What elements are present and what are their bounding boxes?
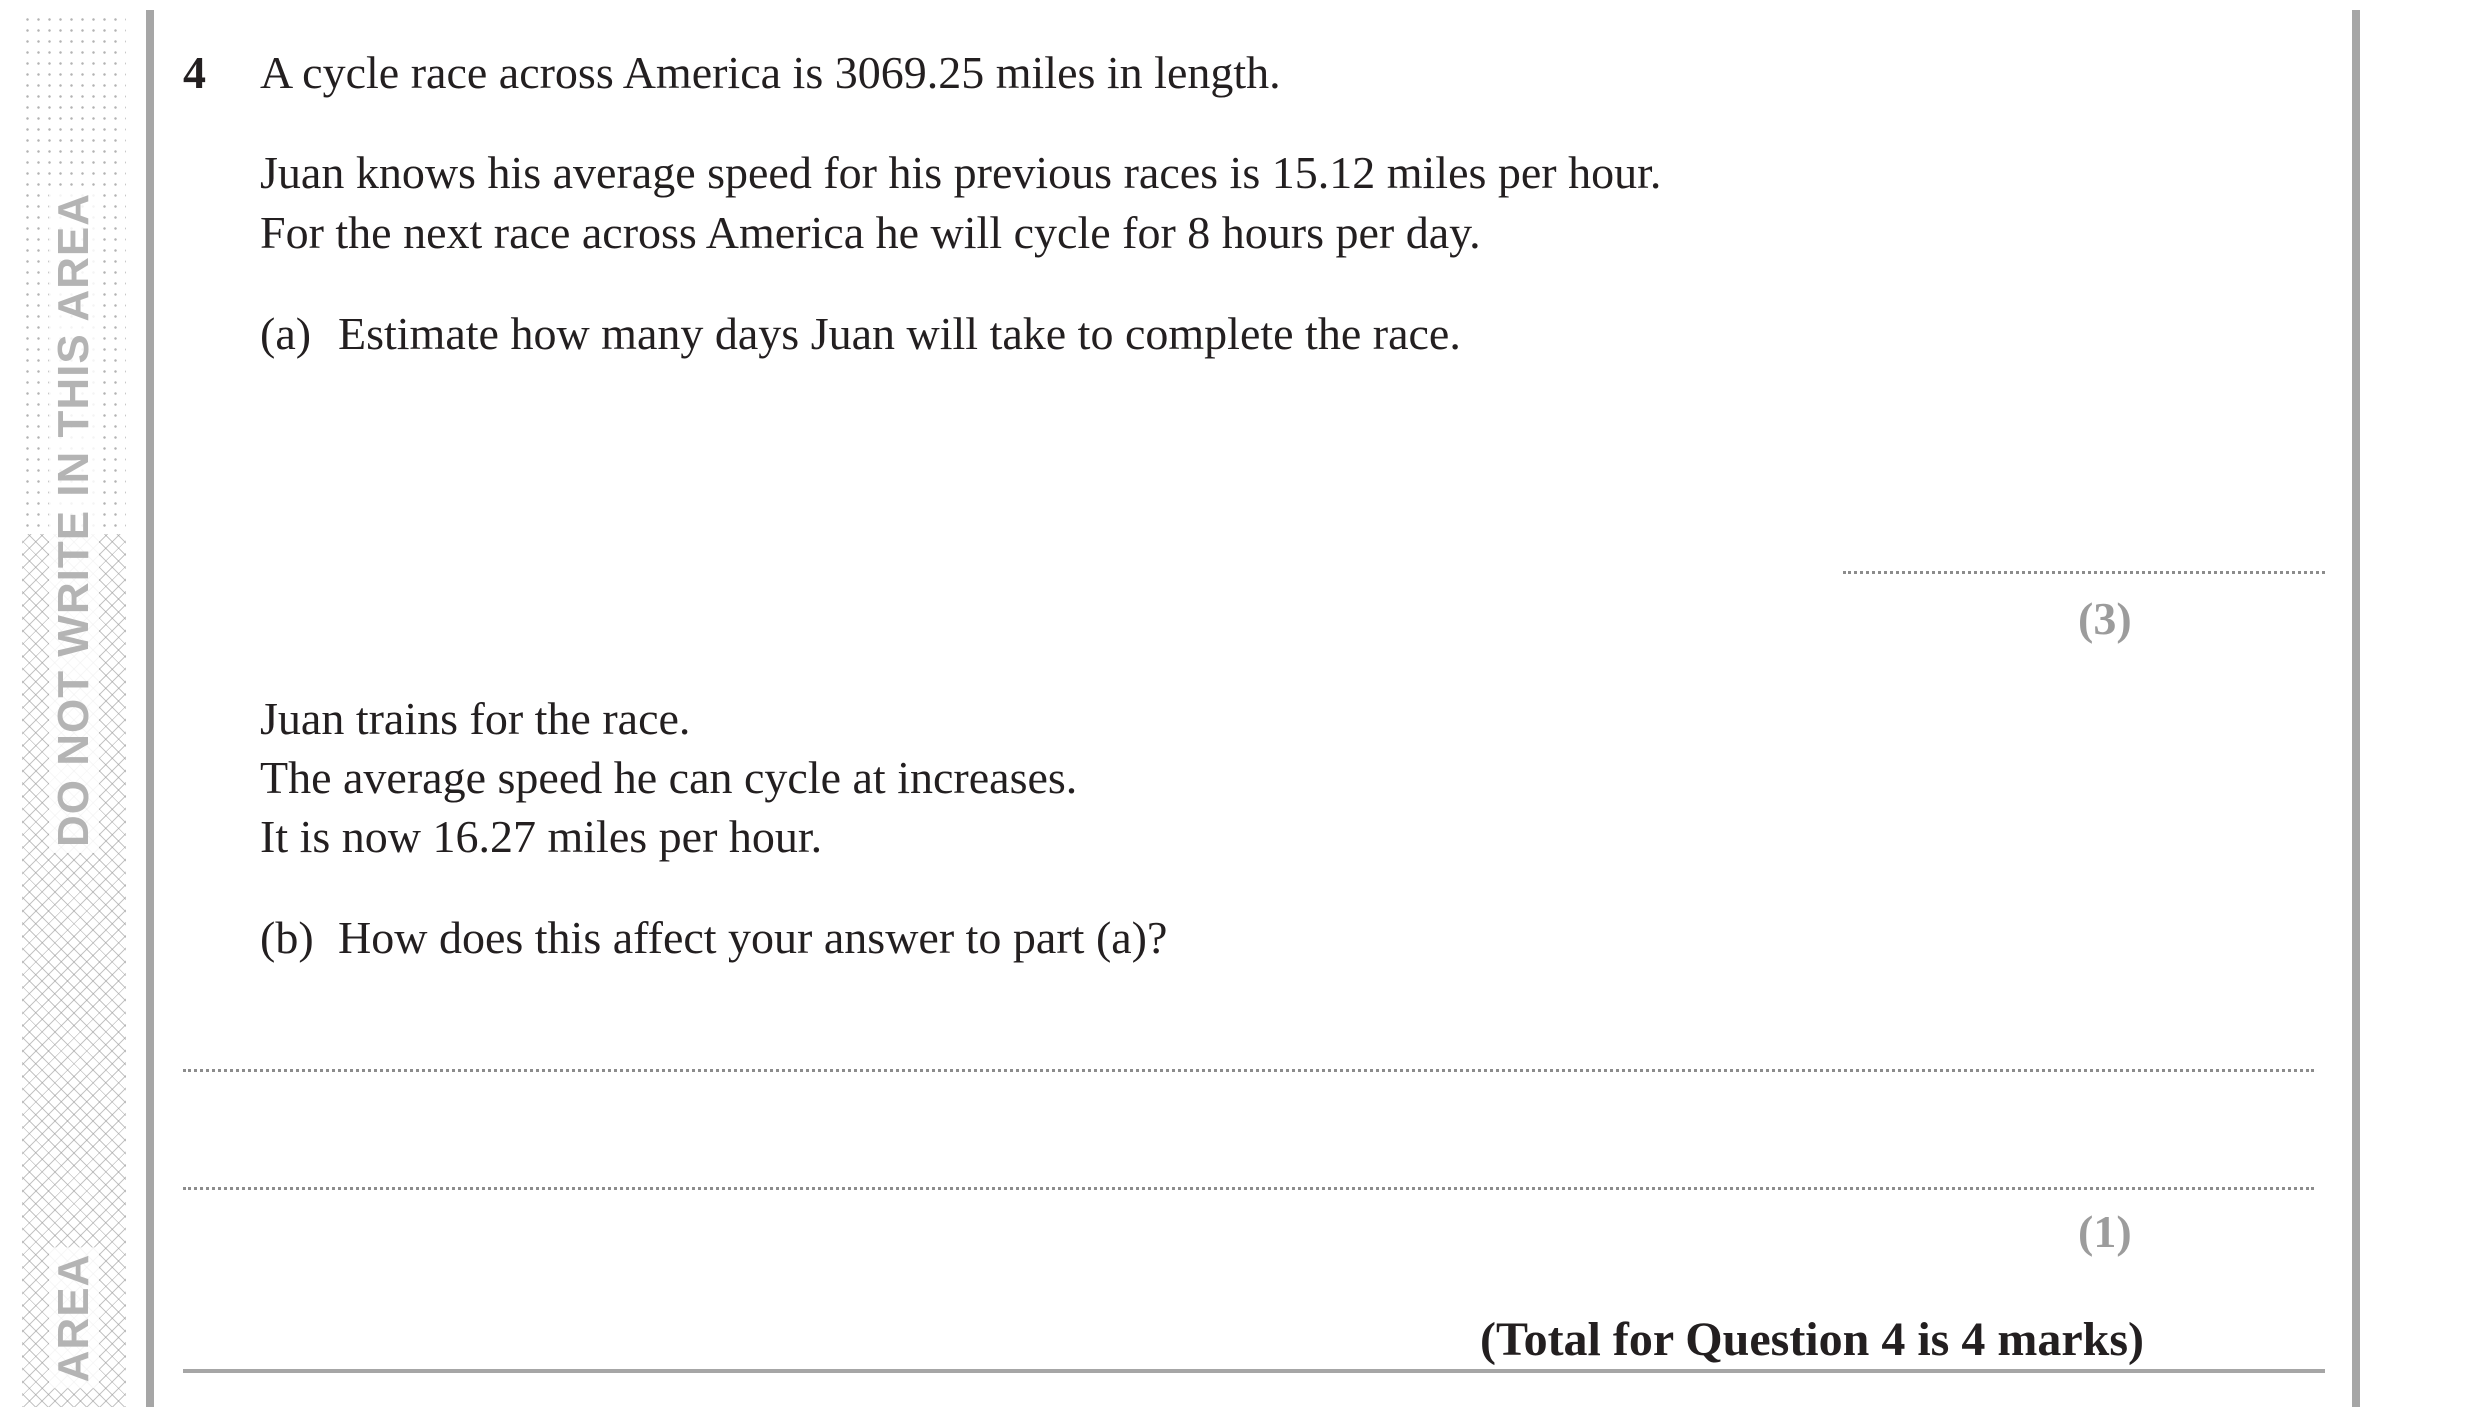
part-a-text: Estimate how many days Juan will take to complete the race. bbox=[338, 308, 1461, 359]
right-margin-rule bbox=[2352, 10, 2360, 1407]
question-number: 4 bbox=[183, 47, 206, 98]
left-margin-rule bbox=[146, 10, 154, 1407]
part-b-answer-line-1[interactable] bbox=[183, 1069, 2314, 1072]
margin-warning-text: DO NOT WRITE IN THIS AREA bbox=[49, 187, 99, 853]
part-a-prompt bbox=[260, 305, 1461, 363]
question-context-hours: For the next race across America he will cycle for 8 hours per day. bbox=[260, 207, 1481, 258]
part-a-marks: (3) bbox=[2078, 593, 2132, 644]
margin-warning-text-lower: AREA bbox=[49, 1248, 99, 1389]
part-a-answer-line[interactable] bbox=[1843, 571, 2325, 574]
question-bottom-rule bbox=[183, 1369, 2325, 1373]
question-total-marks: (Total for Question 4 is 4 marks) bbox=[1479, 1313, 2144, 1366]
training-text-2: The average speed he can cycle at increases. bbox=[260, 752, 1078, 803]
question-context-speed: Juan knows his average speed for his previous races is 15.12 miles per hour. bbox=[260, 147, 1662, 198]
part-b-marks: (1) bbox=[2078, 1206, 2132, 1257]
training-text-3: It is now 16.27 miles per hour. bbox=[260, 811, 823, 862]
question-intro: A cycle race across America is 3069.25 miles in length. bbox=[260, 47, 1281, 98]
part-b-label: (b) bbox=[260, 912, 314, 963]
training-text-1: Juan trains for the race. bbox=[260, 693, 691, 744]
part-b-answer-line-2[interactable] bbox=[183, 1187, 2314, 1190]
part-a-label: (a) bbox=[260, 308, 312, 359]
part-b-prompt bbox=[260, 909, 1167, 967]
part-b-text: How does this affect your answer to part (a)? bbox=[338, 912, 1168, 963]
